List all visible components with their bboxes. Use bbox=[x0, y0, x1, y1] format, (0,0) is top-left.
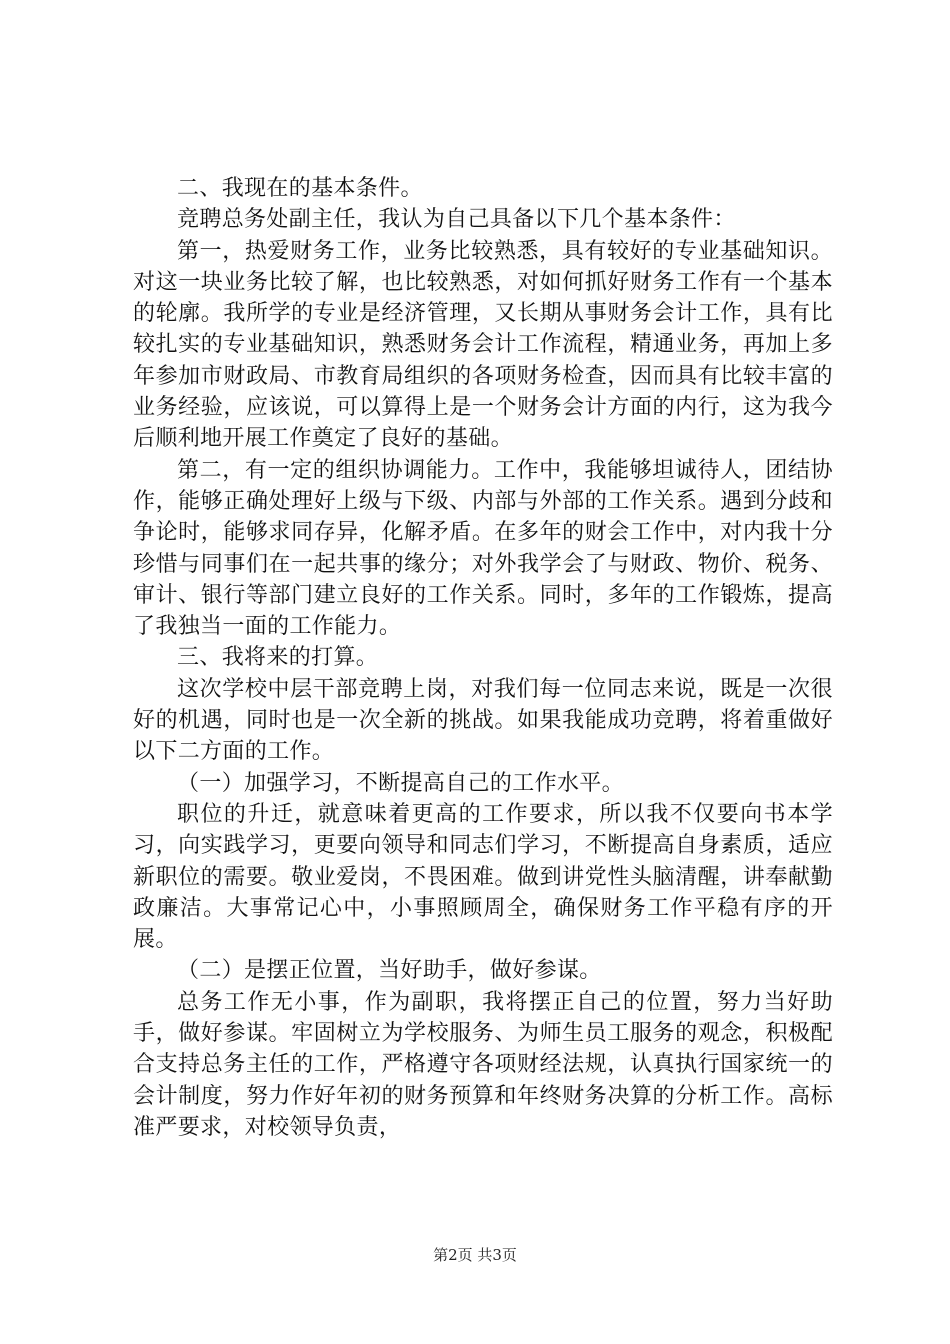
paragraph: 职位的升迁，就意味着更高的工作要求，所以我不仅要向书本学习，向实践学习，更要向领导和同志们学习，不断提高自身素质，适应新职位的需要。敬业爱岗，不畏困难。做到讲党性头脑清醒，讲奉献勤政廉洁。大事常记心中，小事照顾周全，确保财务工作平稳有序的开展。 bbox=[133, 801, 833, 953]
section-heading: 三、我将来的打算。 bbox=[177, 645, 379, 671]
paragraph: 这次学校中层干部竞聘上岗，对我们每一位同志来说，既是一次很好的机遇，同时也是一次全新的挑战。如果我能成功竞聘，将着重做好以下二方面的工作。 bbox=[133, 676, 833, 765]
paragraph: 第二，有一定的组织协调能力。工作中，我能够坦诚待人，团结协作，能够正确处理好上级与下级、内部与外部的工作关系。遇到分歧和争论时，能够求同存异，化解矛盾。在多年的财会工作中，对内我十分珍惜与同事们在一起共事的缘分；对外我学会了与财政、物价、税务、审计、银行等部门建立良好的工作关系。同时，多年的工作锻炼，提高了我独当一面的工作能力。 bbox=[133, 457, 833, 640]
subsection-heading: （一）加强学习，不断提高自己的工作水平。 bbox=[177, 770, 625, 796]
paragraph: 第一，热爱财务工作，业务比较熟悉，具有较好的专业基础知识。对这一块业务比较了解，也比较熟悉，对如何抓好财务工作有一个基本的轮廓。我所学的专业是经济管理，又长期从事财务会计工作，具有比较扎实的专业基础知识，熟悉财务会计工作流程，精通业务，再加上多年参加市财政局、市教育局组织的各项财务检查，因而具有比较丰富的业务经验，应该说，可以算得上是一个财务会计方面的内行，这为我今后顺利地开展工作奠定了良好的基础。 bbox=[133, 238, 833, 452]
section-heading: 二、我现在的基本条件。 bbox=[177, 176, 423, 201]
paragraph: 总务工作无小事，作为副职，我将摆正自己的位置，努力当好助手，做好参谋。牢固树立为学校服务、为师生员工服务的观念，积极配合支持总务主任的工作，严格遵守各项财经法规，认真执行国家统一的会计制度，努力作好年初的财务预算和年终财务决算的分析工作。高标准严要求，对校领导负责， bbox=[133, 989, 833, 1140]
document-body bbox=[133, 173, 833, 1143]
paragraph: 竞聘总务处副主任，我认为自己具备以下几个基本条件： bbox=[177, 207, 736, 233]
page-number-footer: 第2页 共3页 bbox=[433, 1246, 517, 1264]
subsection-heading: （二）是摆正位置，当好助手，做好参谋。 bbox=[177, 958, 602, 984]
